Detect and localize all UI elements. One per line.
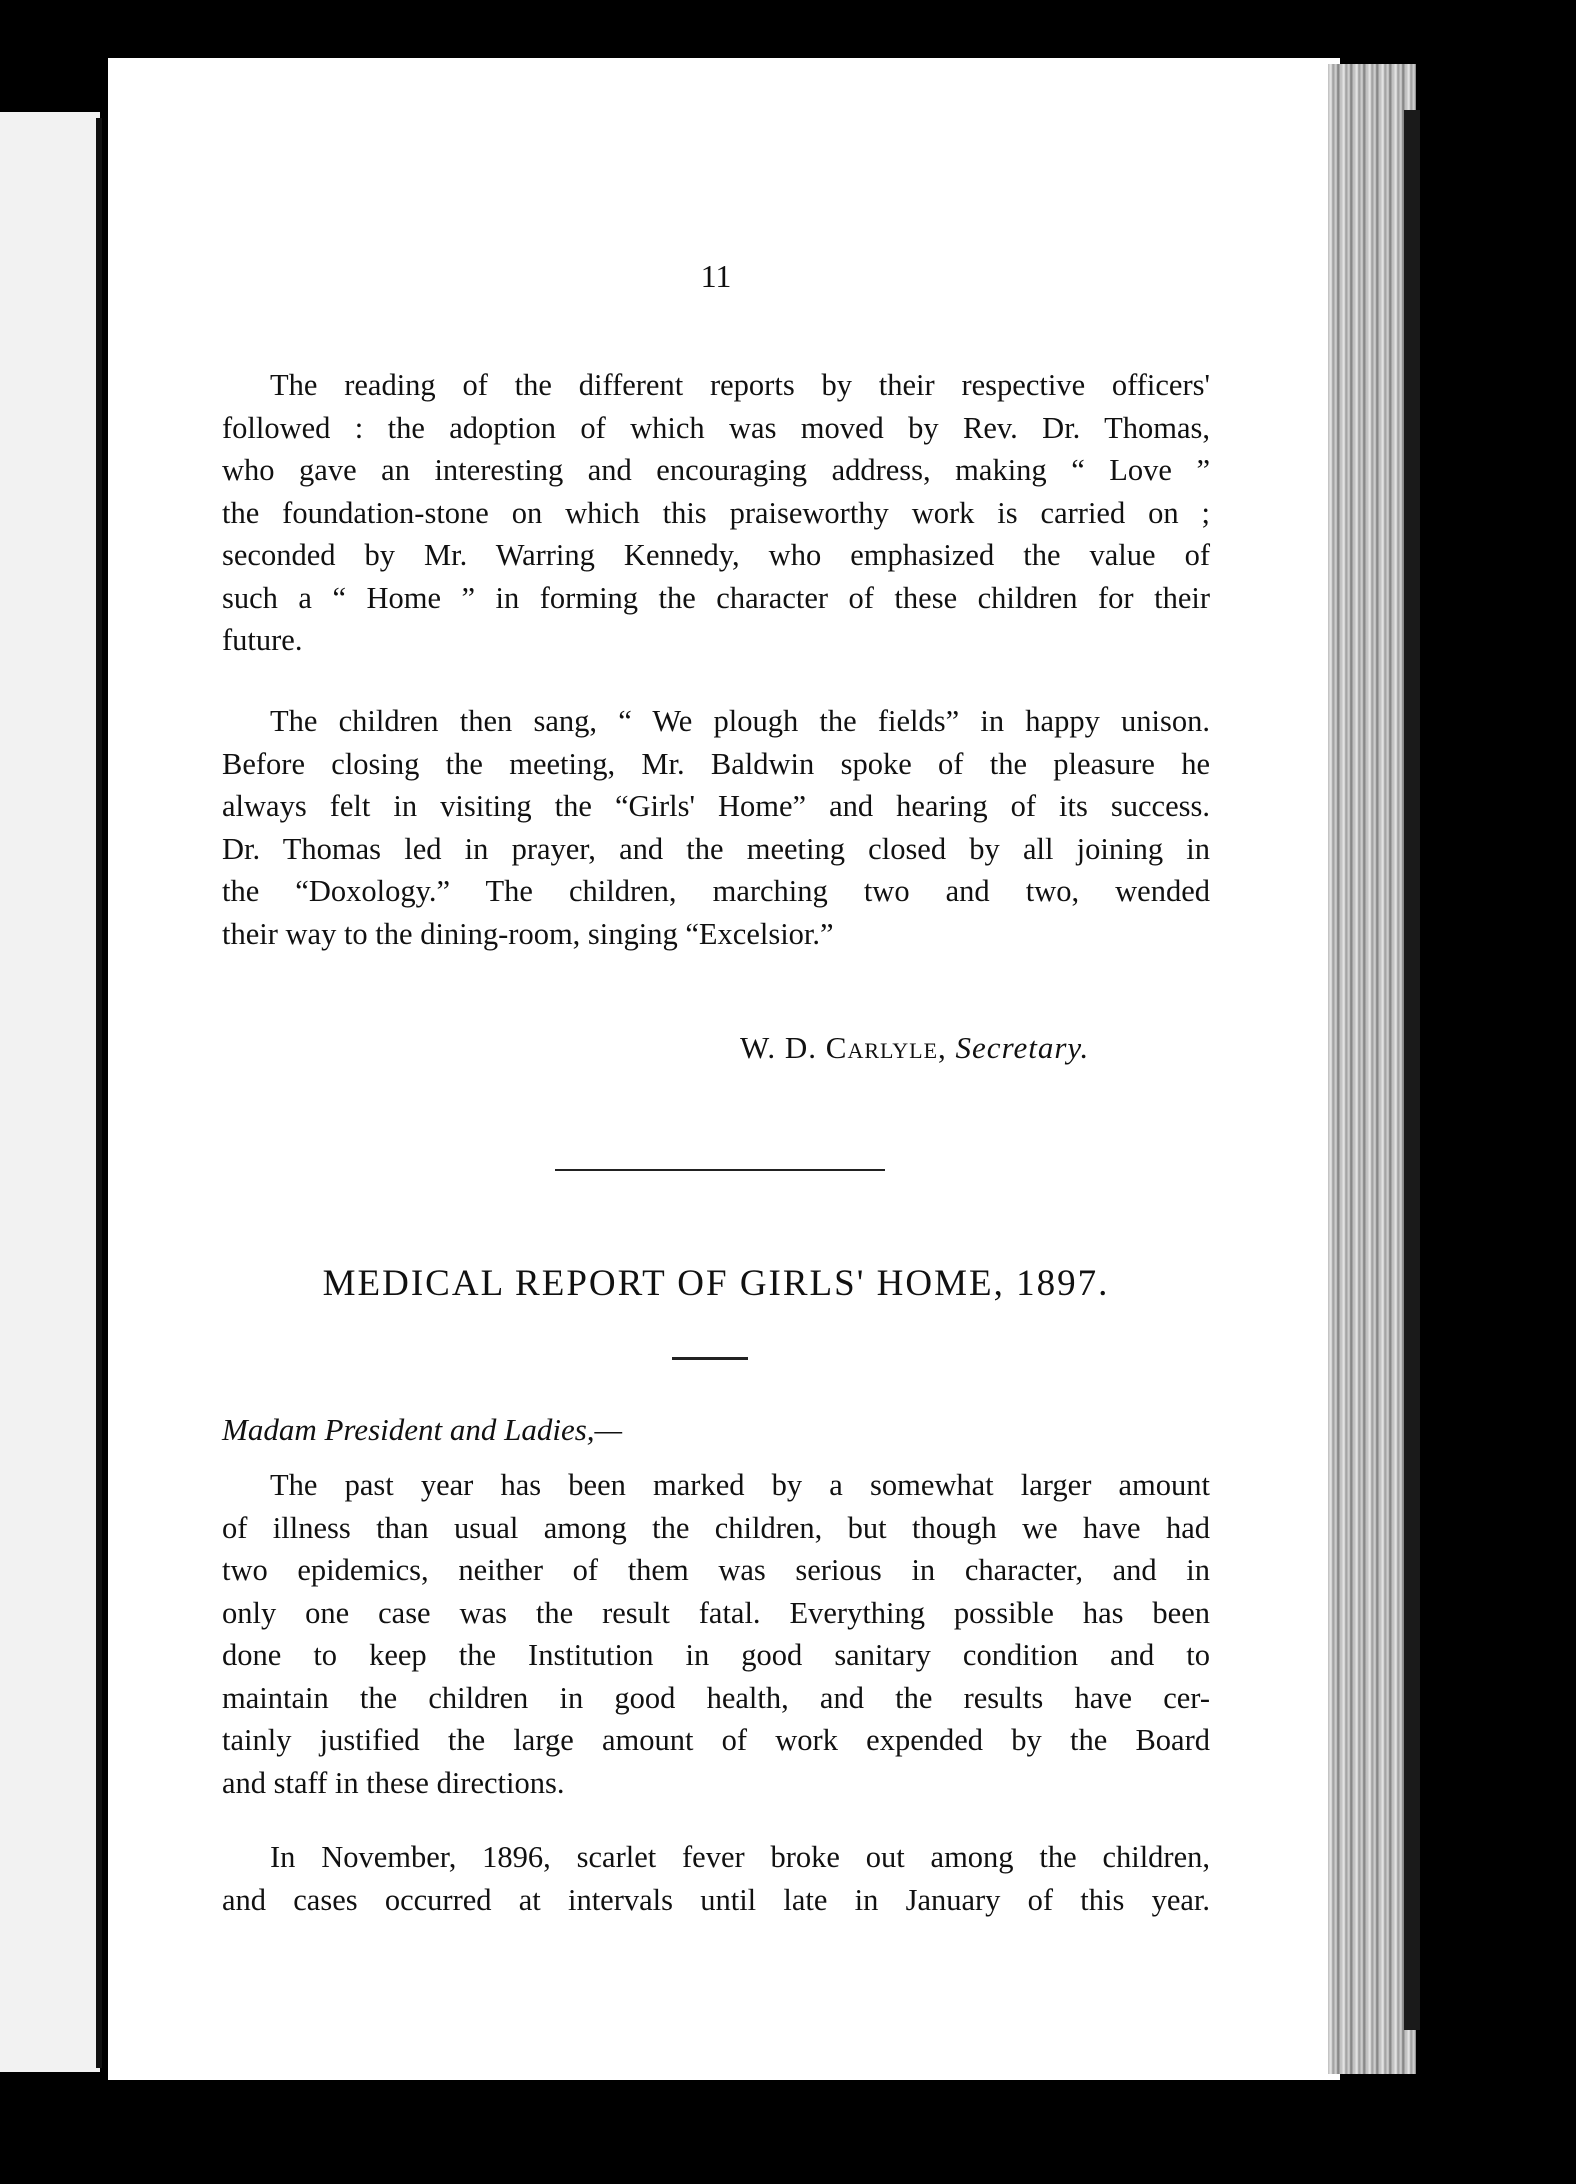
text-line: and staff in these directions. [222, 1765, 565, 1800]
left-page-fragment [0, 112, 100, 2072]
paragraph-medical-report [222, 1464, 1210, 1804]
page-number: 11 [700, 258, 732, 294]
book-cover-edge [1404, 110, 1420, 2030]
text-line: In November, 1896, scarlet fever broke out among the children, [270, 1840, 1210, 1874]
text-line: and cases occurred at intervals until late in January of this year. [222, 1882, 1210, 1917]
text-line: of illness than usual among the children, but though we have had [222, 1510, 1210, 1545]
text-line: who gave an interesting and encouraging address, making “ Love ” [222, 453, 1210, 487]
text-line: always felt in visiting the “Girls' Home” and hearing of its success. [222, 789, 1210, 823]
text-line: Dr. Thomas led in prayer, and the meeting closed by all joining in [222, 831, 1210, 866]
text-line: tainly justified the large amount of work expended by the Board [222, 1723, 1210, 1757]
text-line: Before closing the meeting, Mr. Baldwin spoke of the pleasure he [222, 746, 1210, 781]
paragraph-closing-meeting [222, 700, 1210, 955]
paragraph-scarlet-fever [222, 1836, 1210, 1921]
text-line: The children then sang, “ We plough the fields” in happy unison. [270, 704, 1210, 738]
text-line: future. [222, 623, 303, 657]
text-line: seconded by Mr. Warring Kennedy, who emphasized the value of [222, 538, 1210, 572]
text-line: The reading of the different reports by their respective officers' [270, 368, 1210, 402]
text-line: maintain the children in good health, and the results have cer- [222, 1680, 1210, 1715]
text-line: the “Doxology.” The children, marching two and two, wended [222, 874, 1210, 908]
salutation: Madam President and Ladies,— [222, 1412, 623, 1447]
section-heading: MEDICAL REPORT OF GIRLS' HOME, 1897. [322, 1263, 1110, 1304]
text-line: their way to the dining-room, singing “Excelsior.” [222, 916, 834, 951]
text-line: followed : the adoption of which was moved by Rev. Dr. Thomas, [222, 410, 1210, 445]
signature-title: Secretary. [955, 1030, 1090, 1065]
text-line: two epidemics, neither of them was serious in character, and in [222, 1553, 1210, 1587]
text-line: such a “ Home ” in forming the character of these children for their [222, 580, 1210, 615]
paragraph-annual-meeting [222, 364, 1210, 662]
text-line: the foundation-stone on which this praiseworthy work is carried on ; [222, 495, 1210, 530]
secretary-signature [740, 1030, 1089, 1066]
heading-underline [672, 1357, 748, 1360]
section-divider [555, 1169, 885, 1171]
text-line: only one case was the result fatal. Everything possible has been [222, 1595, 1210, 1630]
text-line: done to keep the Institution in good sanitary condition and to [222, 1638, 1210, 1672]
signature-name: W. D. Carlyle, [740, 1030, 947, 1065]
page-edges [1328, 64, 1416, 2074]
text-line: The past year has been marked by a somewhat larger amount [270, 1468, 1210, 1502]
book-gutter [96, 118, 102, 2068]
